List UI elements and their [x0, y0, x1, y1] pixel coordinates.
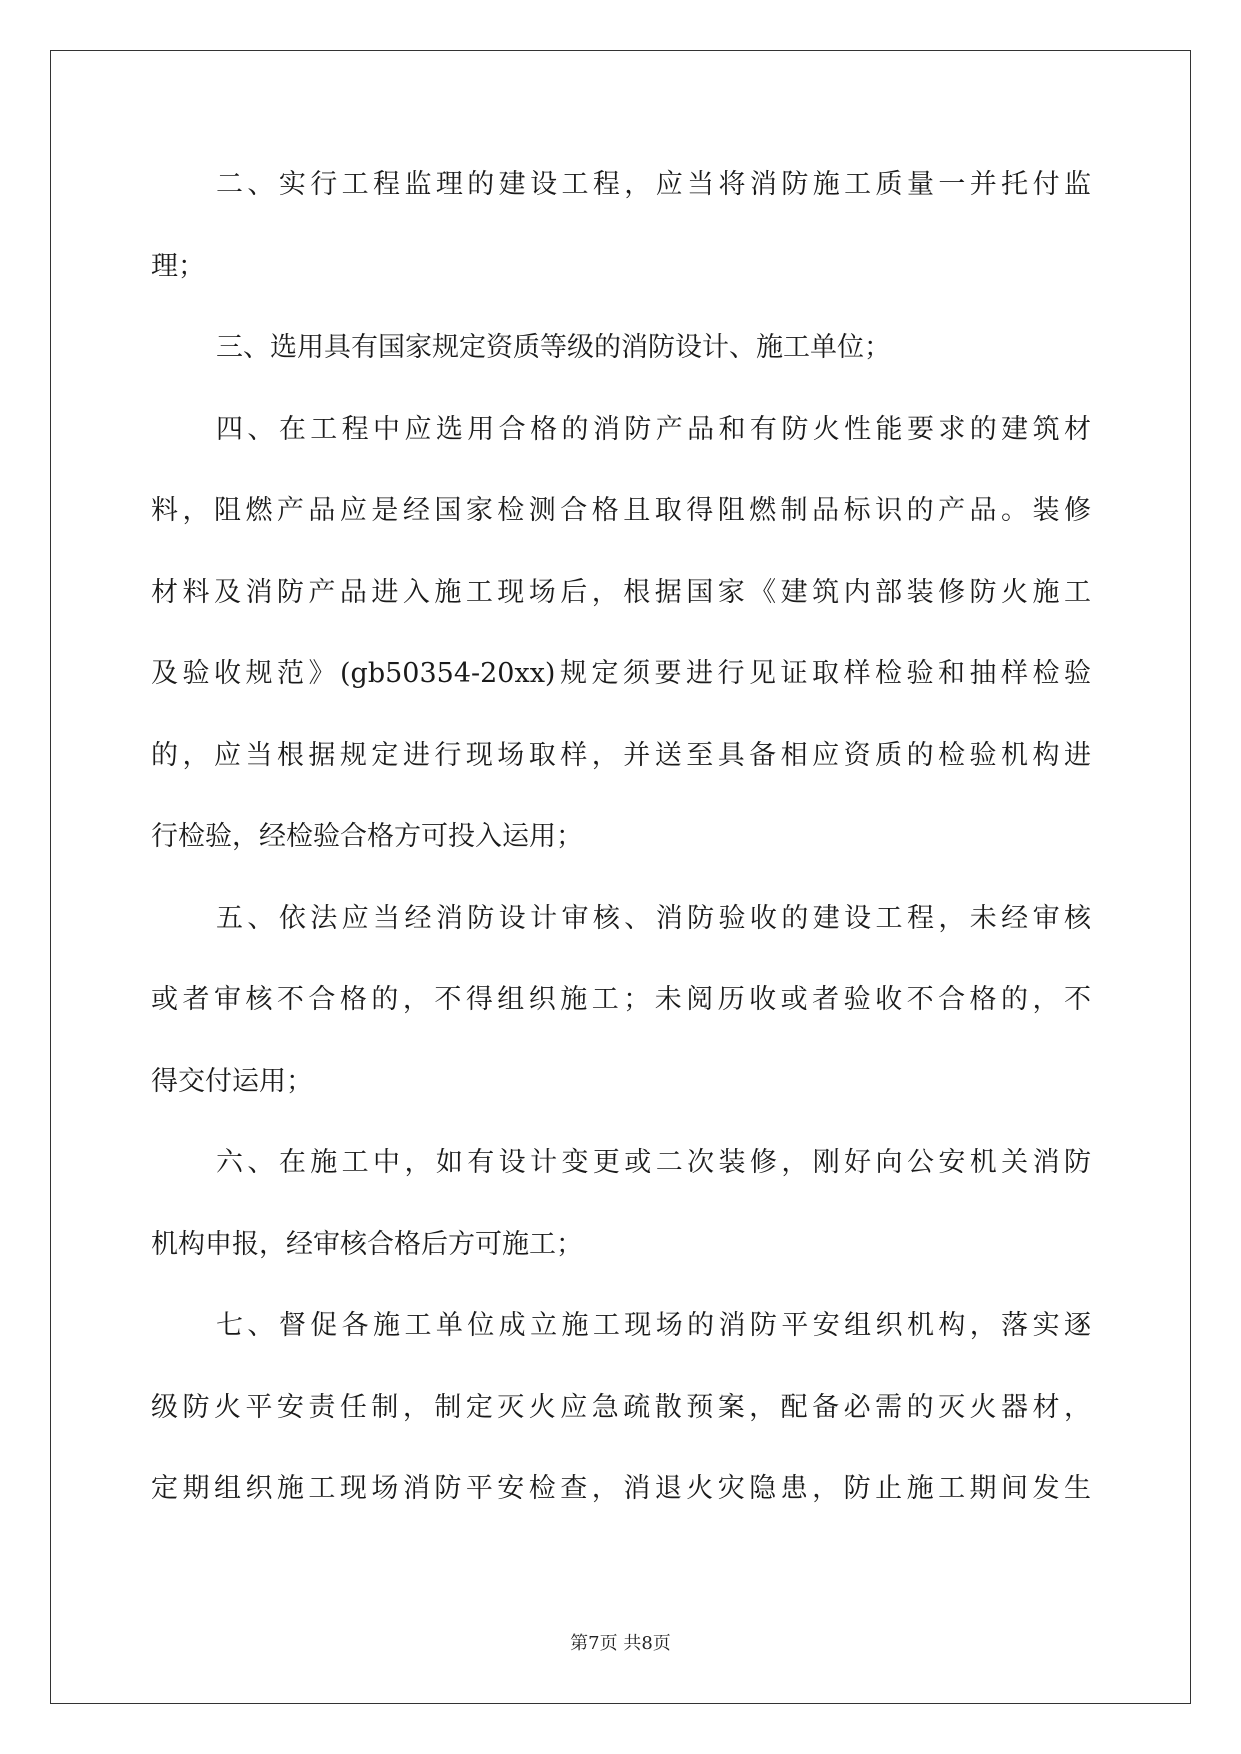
paragraph-line: 三、选用具有国家规定资质等级的消防设计、施工单位； [216, 332, 891, 363]
paragraph-line: 及验收规范》(gb50354-20xx)规定须要进行见证取样检验和抽样检验 [151, 658, 1091, 689]
paragraph-line: 级防火平安责任制，制定灭火应急疏散预案，配备必需的灭火器材， [151, 1391, 1091, 1423]
paragraph-line: 得交付运用； [151, 1065, 313, 1097]
paragraph-line: 行检验，经检验合格方可投入运用； [151, 821, 583, 852]
paragraph-line: 二、实行工程监理的建设工程，应当将消防施工质量一并托付监 [216, 169, 1091, 200]
page-number-footer: 第7页 共8页 [570, 1633, 671, 1654]
paragraph-line: 理； [151, 250, 205, 282]
paragraph-line: 机构申报，经审核合格后方可施工； [151, 1228, 583, 1260]
paragraph-line: 六、在施工中，如有设计变更或二次装修，刚好向公安机关消防 [216, 1147, 1091, 1178]
paragraph-line: 四、在工程中应选用合格的消防产品和有防火性能要求的建筑材 [216, 413, 1091, 445]
paragraph-line: 七、督促各施工单位成立施工现场的消防平安组织机构，落实逐 [216, 1310, 1091, 1341]
paragraph-line: 五、依法应当经消防设计审核、消防验收的建设工程，未经审核 [216, 902, 1091, 934]
paragraph-line: 的，应当根据规定进行现场取样，并送至具备相应资质的检验机构进 [151, 739, 1091, 771]
paragraph-line: 或者审核不合格的，不得组织施工；未阅历收或者验收不合格的，不 [151, 984, 1091, 1015]
paragraph-line: 定期组织施工现场消防平安检查，消退火灾隐患，防止施工期间发生 [151, 1473, 1091, 1504]
paragraph-line: 材料及消防产品进入施工现场后，根据国家《建筑内部装修防火施工 [151, 576, 1091, 608]
document-body [151, 160, 1091, 1546]
paragraph-line: 料，阻燃产品应是经国家检测合格且取得阻燃制品标识的产品。装修 [151, 495, 1091, 526]
